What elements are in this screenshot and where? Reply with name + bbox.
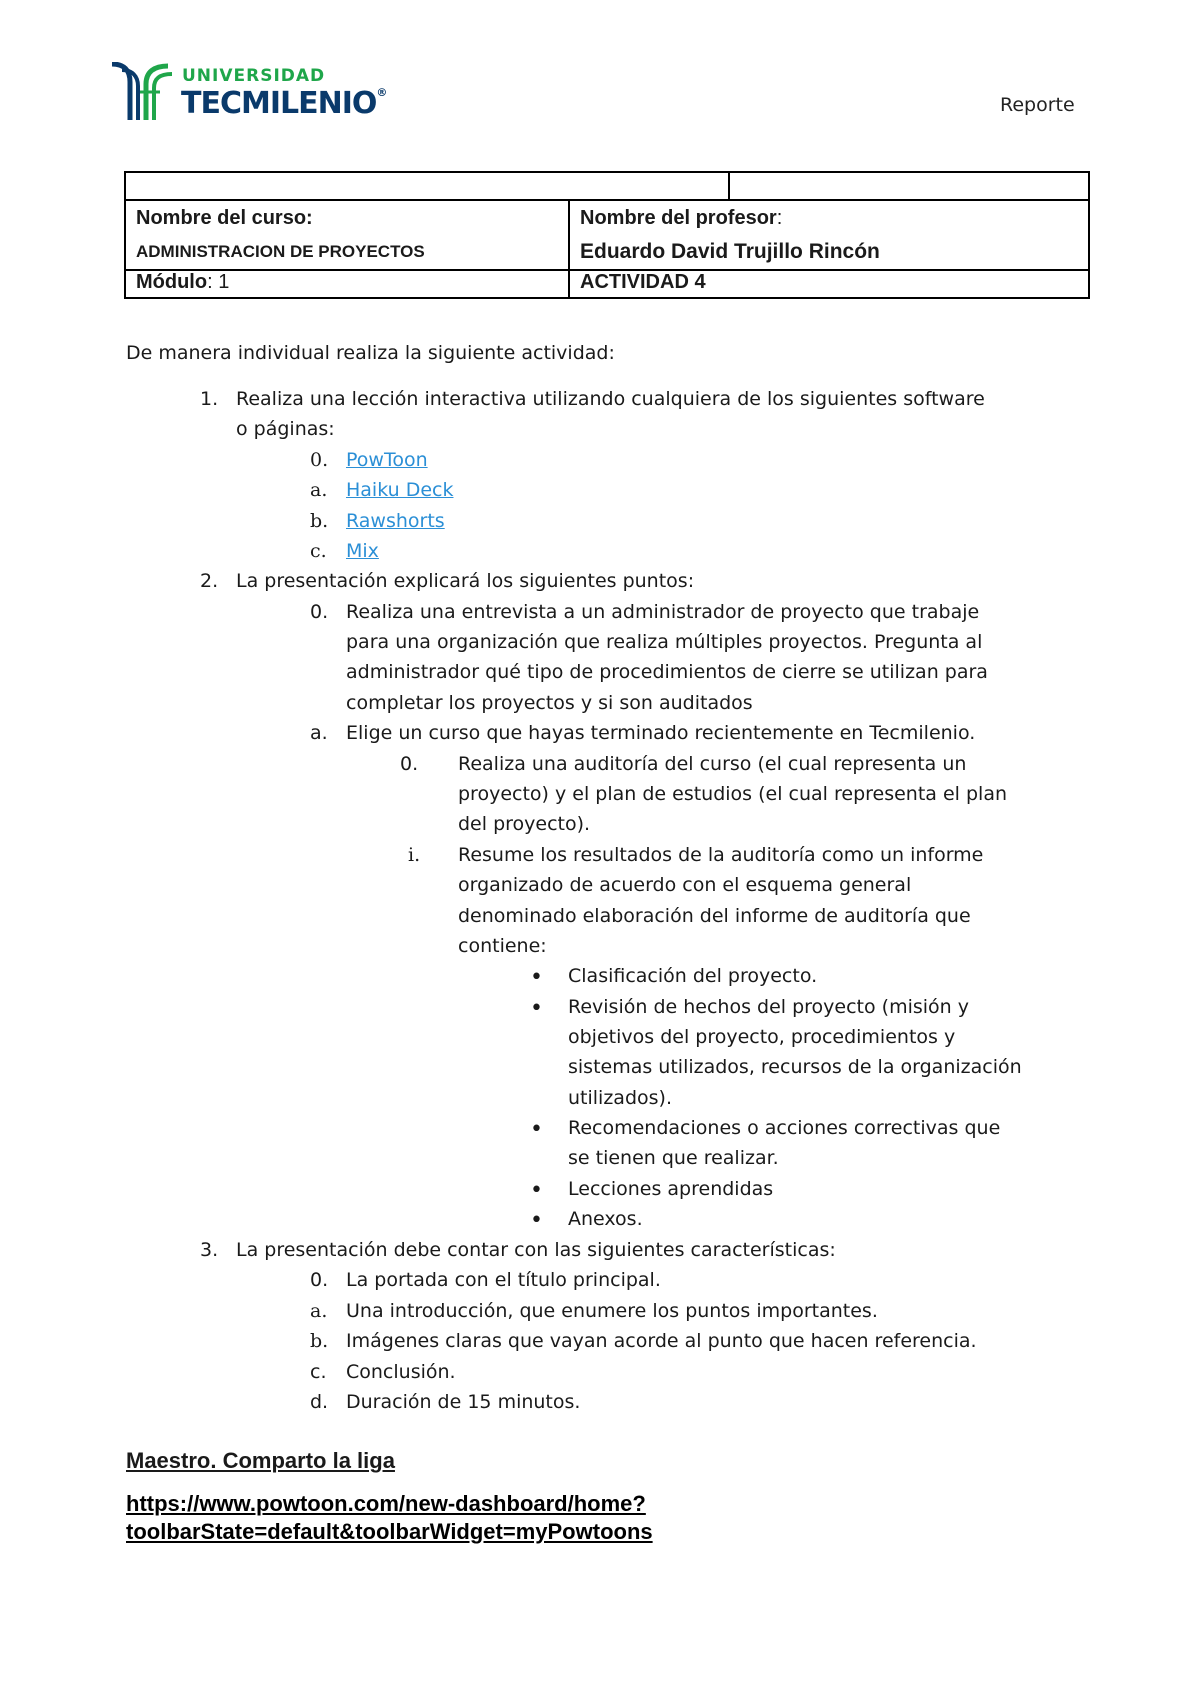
bullet-text: Revisión de hechos del proyecto (misión y [568, 996, 969, 1018]
item3-sub-text: La portada con el título principal. [346, 1269, 661, 1291]
tecmilenio-logo [110, 62, 410, 126]
table-cell-empty [125, 172, 729, 200]
item1-text-line1: Realiza una lección interactiva utilizando cualquiera de los siguientes software [236, 388, 985, 410]
registered-mark: ® [376, 86, 387, 99]
bullet-icon: • [530, 965, 543, 990]
course-info-table [124, 171, 1090, 201]
list-marker: 0. [310, 1269, 329, 1291]
professor-label: Nombre del profesor [580, 207, 777, 229]
list-marker: 0. [400, 753, 419, 775]
item2-sub0-line: Realiza una entrevista a un administrador de proyecto que trabaje [346, 601, 980, 623]
course-label: Nombre del curso: [136, 207, 313, 229]
item2-suba-text: Elige un curso que hayas terminado recientemente en Tecmilenio. [346, 722, 976, 744]
list-number-1: 1. [200, 388, 219, 410]
bullet-text: sistemas utilizados, recursos de la organización [568, 1056, 1022, 1078]
bullet-text: Lecciones aprendidas [568, 1178, 774, 1200]
item2-suba0-line: Realiza una auditoría del curso (el cual representa un [458, 753, 967, 775]
list-marker: a. [310, 722, 328, 744]
bullet-text: Clasificación del proyecto. [568, 965, 818, 987]
activity-cell: ACTIVIDAD 4 [569, 270, 1089, 298]
logo-tecmilenio-text [181, 86, 386, 121]
item2-subai-line: Resume los resultados de la auditoría como un informe [458, 844, 984, 866]
list-marker: c. [310, 540, 327, 562]
logo-universidad-text: UNIVERSIDAD [182, 66, 326, 86]
module-value: : 1 [207, 271, 230, 293]
bullet-icon: • [530, 996, 543, 1021]
item2-subai-line: contiene: [458, 935, 547, 957]
table-cell-empty [729, 172, 1089, 200]
link-mix[interactable]: Mix [346, 540, 379, 562]
bullet-text: utilizados). [568, 1087, 672, 1109]
item3-sub-text: Una introducción, que enumere los puntos importantes. [346, 1300, 878, 1322]
item1-text-line2: o páginas: [236, 418, 335, 440]
bullet-text: Anexos. [568, 1208, 643, 1230]
item2-text: La presentación explicará los siguientes puntos: [236, 570, 695, 592]
table-row [125, 172, 1089, 200]
bullet-text: Recomendaciones o acciones correctivas que [568, 1117, 1001, 1139]
list-marker: a. [310, 1300, 328, 1322]
course-value: ADMINISTRACION DE PROYECTOS [136, 242, 425, 261]
course-info-table-main [124, 199, 1090, 299]
item2-sub0-line: administrador qué tipo de procedimientos de cierre se utilizan para [346, 661, 988, 683]
link-rawshorts[interactable]: Rawshorts [346, 510, 445, 532]
list-number-3: 3. [200, 1239, 219, 1261]
item2-sub0-line: para una organización que realiza múltiples proyectos. Pregunta al [346, 631, 983, 653]
course-cell [125, 200, 569, 270]
table-row [125, 270, 1089, 298]
bullet-text: objetivos del proyecto, procedimientos y [568, 1026, 956, 1048]
item3-text: La presentación debe contar con las siguientes características: [236, 1239, 836, 1261]
table-row [125, 200, 1089, 270]
list-marker: a. [310, 479, 328, 501]
list-marker: d. [310, 1391, 329, 1413]
list-marker: b. [310, 1330, 329, 1352]
list-number-2: 2. [200, 570, 219, 592]
document-type-label: Reporte [1000, 94, 1075, 116]
item2-suba0-line: proyecto) y el plan de estudios (el cual representa el plan [458, 783, 1008, 805]
logo-wordmark: TECMILENIO [181, 86, 377, 121]
link-haiku-deck[interactable]: Haiku Deck [346, 479, 454, 501]
item2-sub0-line: completar los proyectos y si son auditados [346, 692, 753, 714]
link-powtoon[interactable]: PowToon [346, 449, 428, 471]
item3-sub-text: Imágenes claras que vayan acorde al punto que hacen referencia. [346, 1330, 977, 1352]
item2-suba0-line: del proyecto). [458, 813, 591, 835]
professor-cell [569, 200, 1089, 270]
list-marker: 0. [310, 449, 329, 471]
list-marker: i. [408, 844, 421, 866]
list-marker: c. [310, 1361, 327, 1383]
bullet-icon: • [530, 1178, 543, 1203]
professor-label-line [580, 207, 1078, 230]
professor-name: Eduardo David Trujillo Rincón [580, 240, 880, 263]
intro-text: De manera individual realiza la siguiente actividad: [126, 342, 615, 364]
module-label: Módulo [136, 271, 208, 293]
professor-colon: : [776, 207, 783, 229]
item3-sub-text: Conclusión. [346, 1361, 456, 1383]
teacher-note: Maestro. Comparto la liga [126, 1448, 395, 1473]
item3-sub-text: Duración de 15 minutos. [346, 1391, 581, 1413]
powtoon-url-line2[interactable]: toolbarState=default&toolbarWidget=myPowtoons [126, 1519, 653, 1544]
powtoon-url-line1[interactable]: https://www.powtoon.com/new-dashboard/home? [126, 1491, 646, 1516]
list-marker: b. [310, 510, 329, 532]
item2-subai-line: organizado de acuerdo con el esquema general [458, 874, 912, 896]
module-cell [125, 270, 569, 298]
bullet-text: se tienen que realizar. [568, 1147, 779, 1169]
bullet-icon: • [530, 1117, 543, 1142]
list-marker: 0. [310, 601, 329, 623]
tecmilenio-emblem-icon [110, 62, 180, 122]
bullet-icon: • [530, 1208, 543, 1233]
item2-subai-line: denominado elaboración del informe de auditoría que [458, 905, 971, 927]
